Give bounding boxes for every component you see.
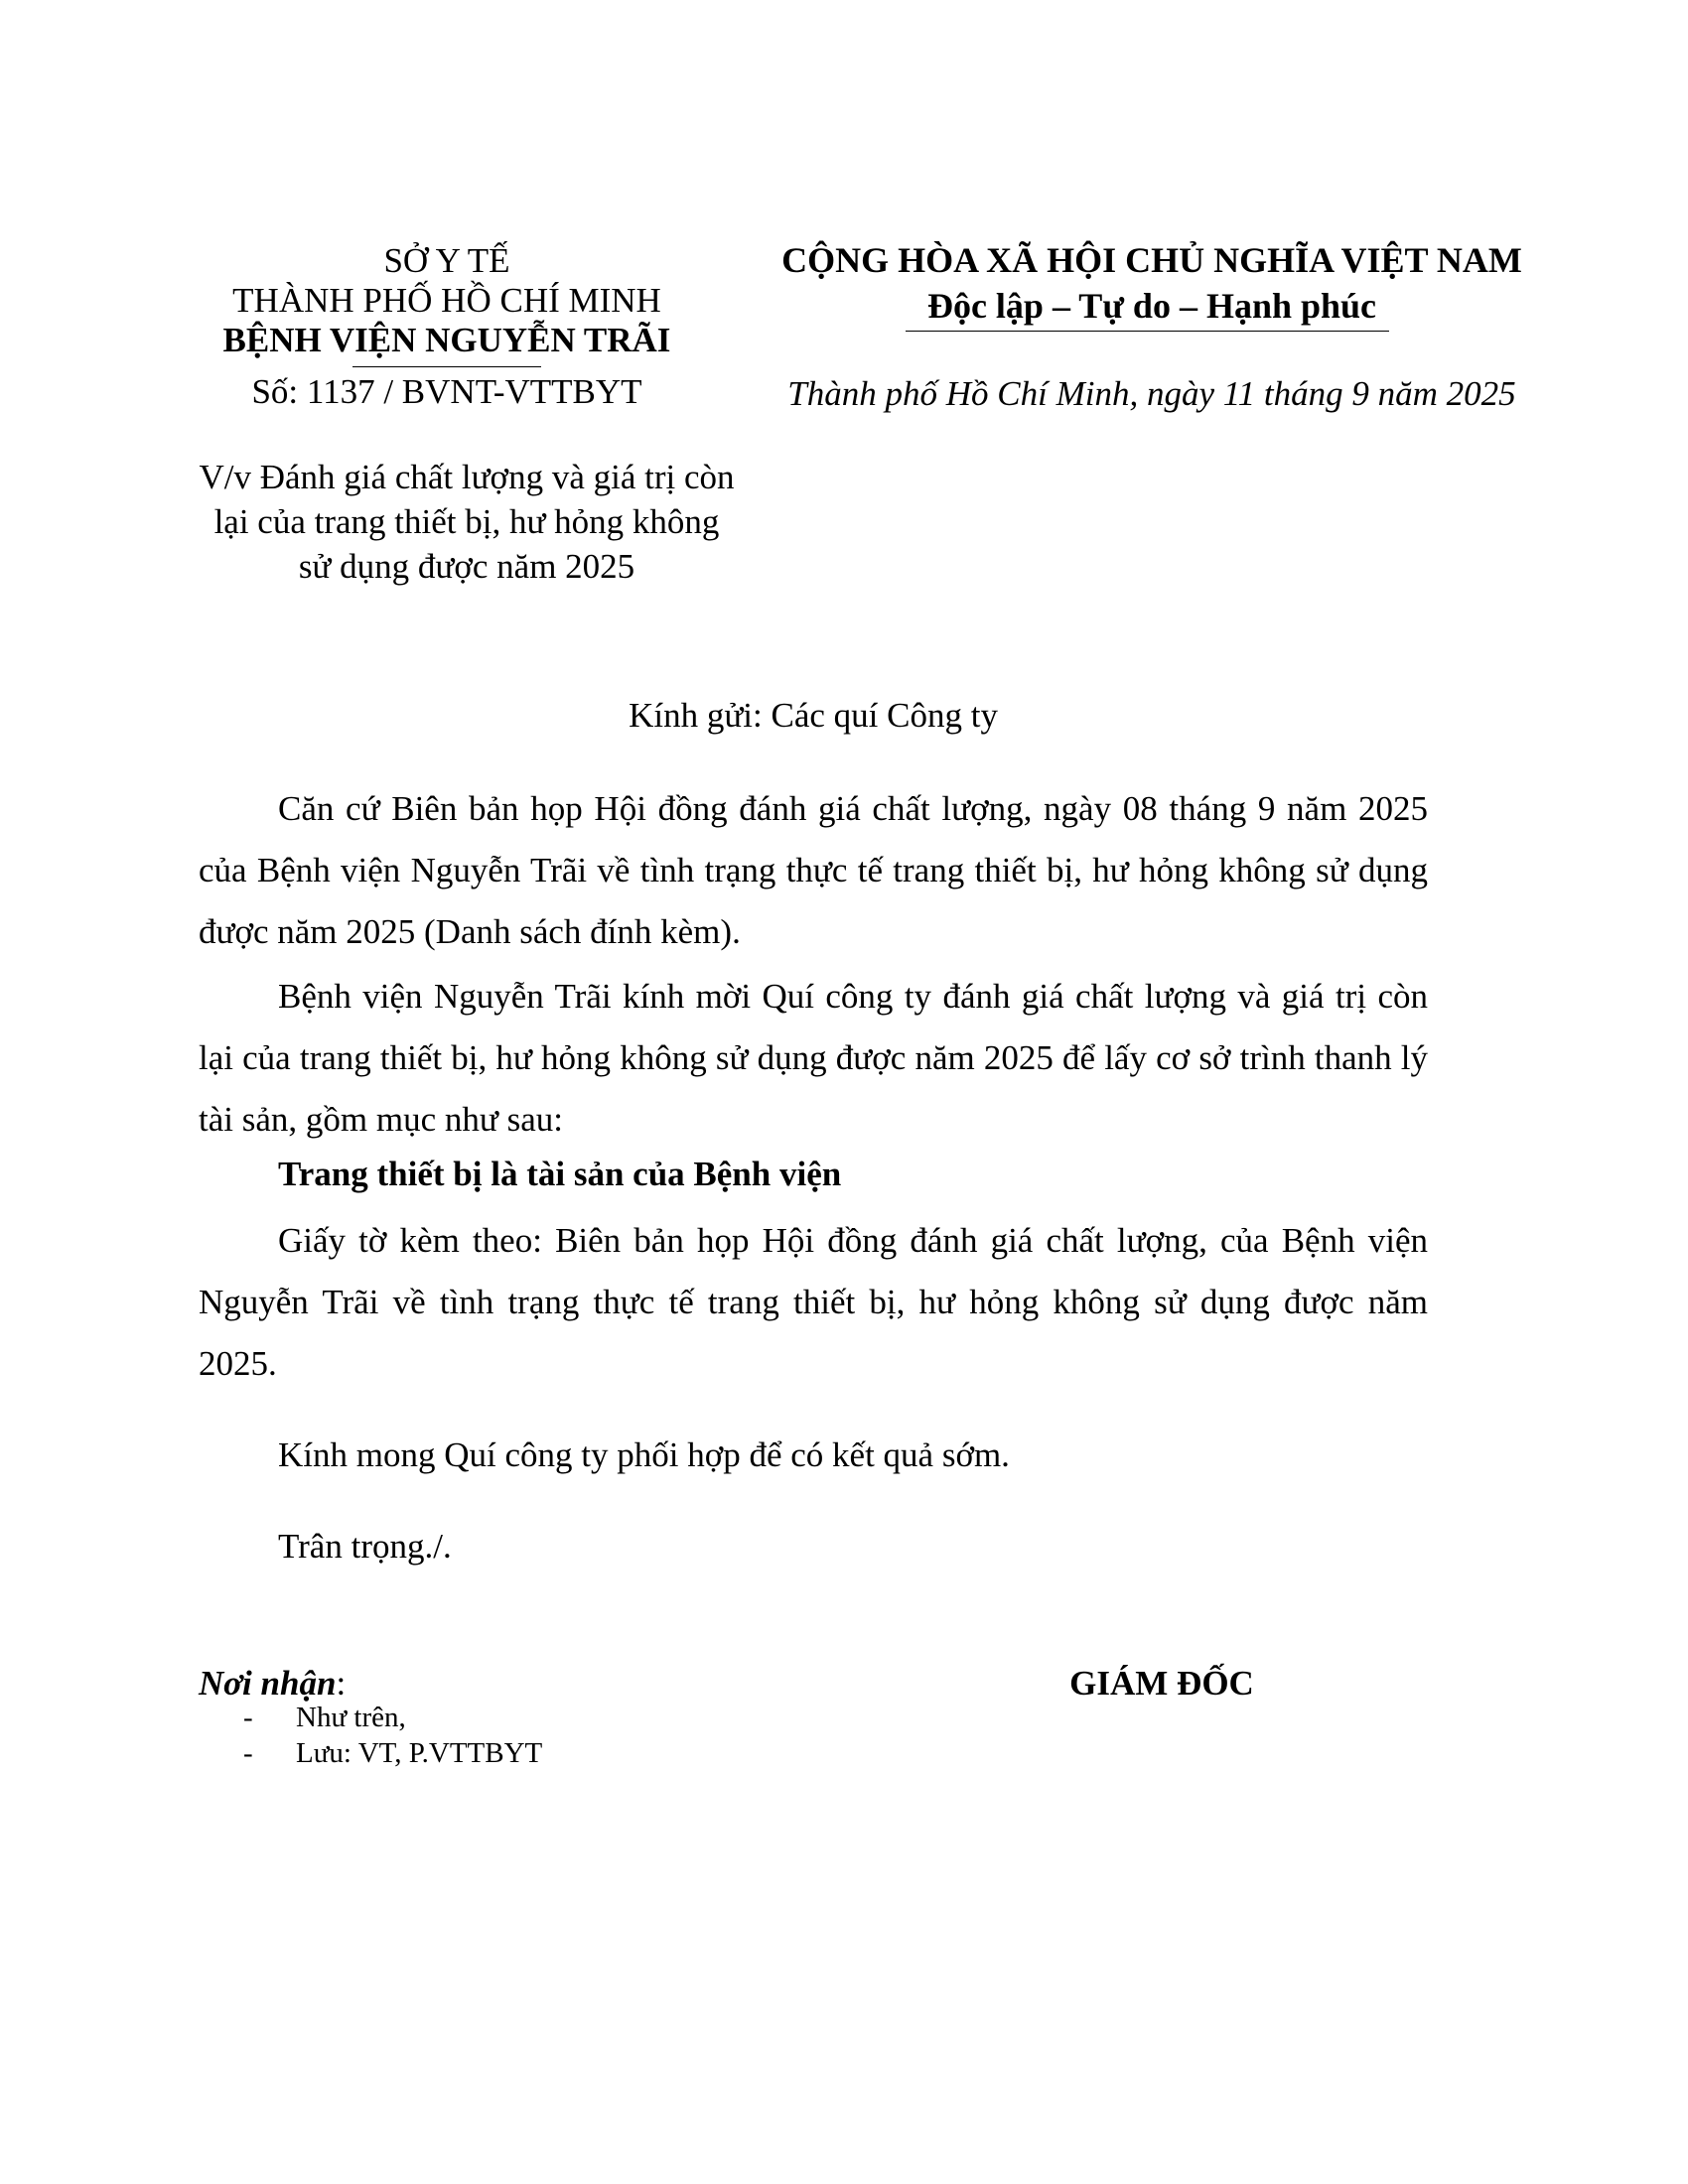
recipient-line: Kính gửi: Các quí Công ty (629, 696, 998, 735)
recipients-label: Nơi nhận: (199, 1664, 347, 1703)
list-item: - Như trên, (243, 1702, 406, 1733)
closing-line: Trân trọng./. (278, 1527, 452, 1566)
place-date: Thành phố Hồ Chí Minh, ngày 11 tháng 9 năm 2025 (787, 374, 1516, 413)
body-paragraph-3: Giấy tờ kèm theo: Biên bản họp Hội đồng đánh giá chất lượng, của Bệnh viện Nguyễn Trãi về tình trạng thực tế trang thiết bị, hư hỏng không sử dụng được năm 2025. (199, 1221, 1428, 1383)
issuer-hospital: BỆNH VIỆN NGUYỄN TRÃI (222, 321, 671, 359)
recipients-list (243, 1700, 542, 1771)
national-motto: Độc lập – Tự do – Hạnh phúc (926, 286, 1377, 326)
body-paragraph-1: Căn cứ Biên bản họp Hội đồng đánh giá chất lượng, ngày 08 tháng 9 năm 2025 của Bệnh viện Nguyễn Trãi về tình trạng thực tế trang thiết bị, hư hỏng không sử dụng được năm 2025 (Danh sách đính kèm). (199, 789, 1428, 951)
document-subject: V/v Đánh giá chất lượng và giá trị còn lại của trang thiết bị, hư hỏng không sử dụng được năm 2025 (199, 458, 735, 586)
issuer-block (199, 241, 695, 360)
body-paragraph-2: Bệnh viện Nguyễn Trãi kính mời Quí công ty đánh giá chất lượng và giá trị còn lại của trang thiết bị, hư hỏng không sử dụng được năm 2025 để lấy cơ sở trình thanh lý tài sản, gồm mục như sau: (199, 977, 1428, 1139)
list-item: - Lưu: VT, P.VTTBYT (243, 1737, 543, 1769)
national-title: CỘNG HÒA XÃ HỘI CHỦ NGHĨA VIỆT NAM (781, 240, 1522, 280)
request-line: Kính mong Quí công ty phối hợp để có kết quả sớm. (278, 1435, 1010, 1474)
item-heading: Trang thiết bị là tài sản của Bệnh viện (278, 1155, 842, 1193)
signer-title: GIÁM ĐỐC (1069, 1664, 1254, 1703)
issuer-underline (352, 366, 541, 367)
motto-underline (906, 331, 1389, 332)
issuer-city: THÀNH PHỐ HỒ CHÍ MINH (232, 281, 661, 320)
issuer-dept: SỞ Y TẾ (383, 241, 510, 280)
document-number: Số: 1137 / BVNT-VTTBYT (251, 372, 642, 411)
